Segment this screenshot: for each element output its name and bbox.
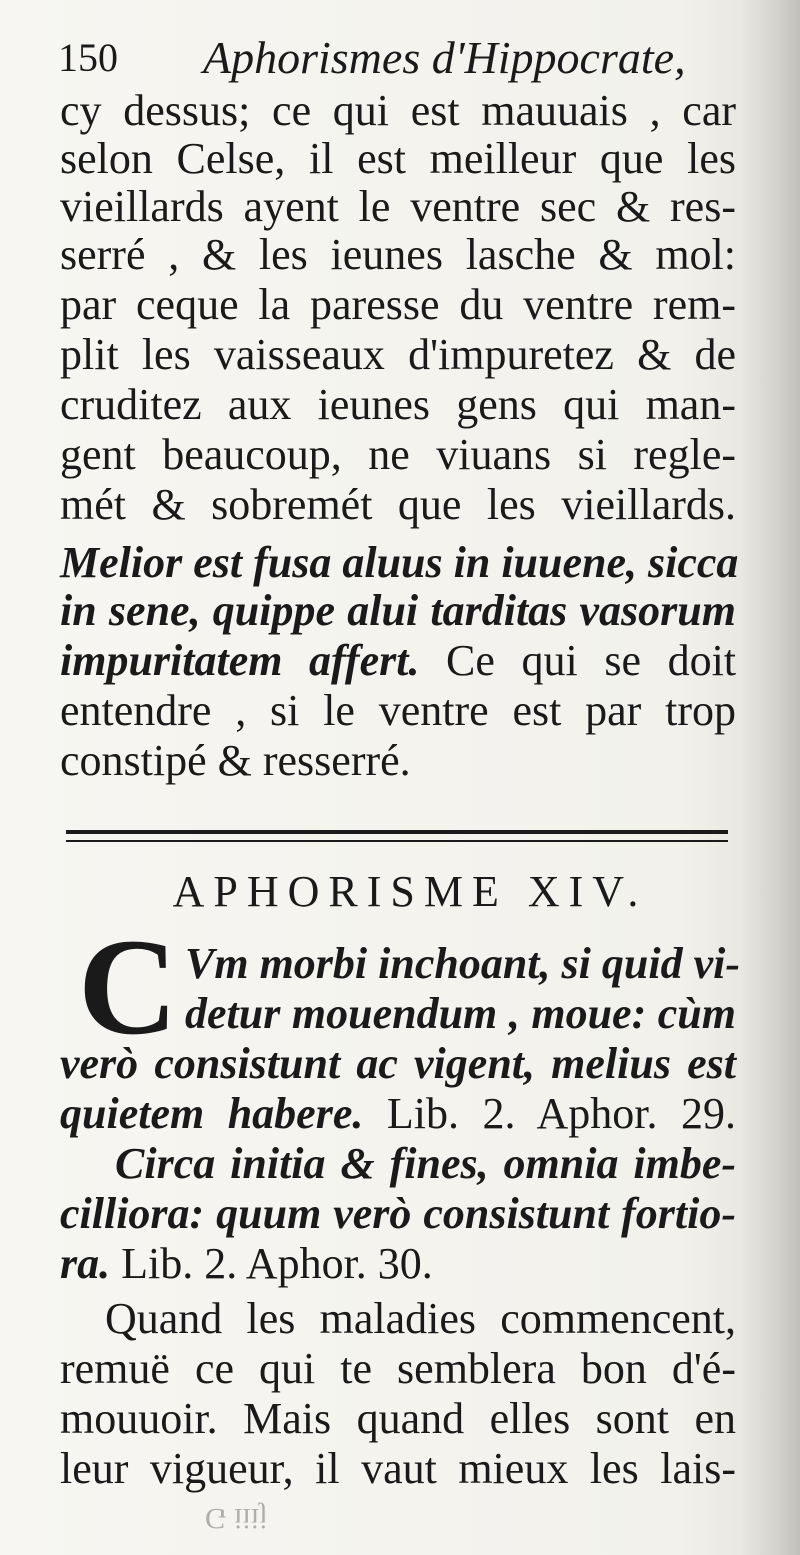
drop-cap: C [78,910,178,1063]
running-title: Aphorismes d'Hippocrate, [203,32,686,83]
signature-mark: G iiij [205,1502,268,1535]
latin-tail: Ce qui se doit [446,636,737,685]
gutter-shadow [740,0,800,1555]
latin-line: Melior est fusa aluus in iuuene, sicca [60,538,739,587]
running-header [58,28,738,88]
body-line: cruditez aux ieunes gens qui man- [60,380,736,429]
body-line: plit les vaisseaux d'impuretez & de [60,330,736,379]
aphorism-line: verò consistunt ac vigent, melius est [60,1039,736,1088]
aphorism-line: Vm morbi inchoant, si quid vi- [185,939,740,988]
latin-line-end: impuritatem affert. [60,636,420,685]
body-line: constipé & resserré. [60,736,411,785]
page-number: 150 [58,35,118,80]
body-line: mét & sobremét que les vieillards. [60,480,736,529]
body-line: entendre , si le ventre est par trop [60,686,736,735]
aphorism-ref-italic: quietem habere. [60,1089,364,1138]
body-line: selon Celse, il est meilleur que les [60,134,736,183]
french-line: leur vigueur, il vaut mieux les lais- [60,1444,736,1493]
body-line: vieillards ayent le ventre sec & res- [60,182,736,231]
aphorism-line: detur mouendum , moue: cùm [185,989,736,1038]
section-rule [66,830,728,842]
body-line: gent beaucoup, ne viuans si regle- [60,430,736,479]
aphorism2-line: Circa initia & fines, omnia imbe- [115,1139,736,1188]
aphorism2-last-italic: ra. [60,1239,111,1288]
aphorism2-ref-line [60,1235,736,1293]
section-heading: APHORISME XIV. [172,867,648,916]
body-line: serré , & les ieunes lasche & mol: [60,230,736,279]
aphorism2-line: cilliora: quum verò consistunt fortio- [60,1189,736,1238]
aphorism-ref: Lib. 2. Aphor. 29. [386,1089,737,1138]
body-line: par ceque la paresse du ventre rem- [60,280,736,329]
french-line: Quand les maladies commencent, [105,1294,736,1343]
body-line: cy dessus; ce qui est mauuais , car [60,86,736,135]
french-line: remuë ce qui te semblera bon d'é- [60,1344,736,1393]
latin-line: in sene, quippe alui tarditas vasorum [60,586,736,635]
aphorism2-ref: Lib. 2. Aphor. 30. [121,1239,433,1288]
french-line: mouuoir. Mais quand elles sont en [60,1394,736,1443]
